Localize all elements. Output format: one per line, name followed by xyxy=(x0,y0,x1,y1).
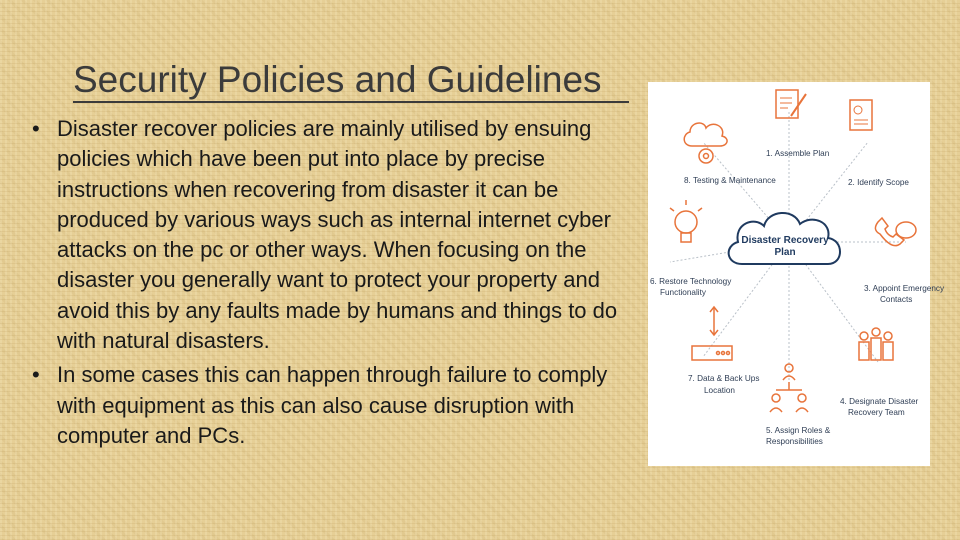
step-label-5a: 5. Assign Roles & xyxy=(766,426,831,435)
bullet-text: In some cases this can happen through failure to comply with equipment as this can also cause disruption with computer and PCs. xyxy=(57,362,608,448)
team-people-icon xyxy=(859,328,893,360)
step-label-7b: Location xyxy=(704,386,735,395)
step-label-4a: 4. Designate Disaster xyxy=(840,397,919,406)
bullet-marker: • xyxy=(32,362,40,388)
bullet-marker: • xyxy=(32,116,40,141)
bullet-item xyxy=(30,114,642,356)
step-label-6a: 6. Restore Technology xyxy=(650,277,732,286)
step-label-2: 2. Identify Scope xyxy=(848,178,909,187)
step-label-4b: Recovery Team xyxy=(848,408,905,417)
server-arrows-icon xyxy=(692,307,732,360)
bullet-text: Disaster recover policies are mainly utilised by ensuing policies which have been put into place by precise instructions when recovering from disaster it can be produced by various ways such as internal internet cyber attacks on the pc or other ways. When focusing on the disaster you generally want to protect your property and avoid this by any faults made by humans and things to do with natural disasters. xyxy=(57,116,618,354)
phone-chat-icon xyxy=(875,218,916,246)
step-label-5b: Responsibilities xyxy=(766,437,823,446)
step-label-3a: 3. Appoint Emergency xyxy=(864,284,945,293)
title-underline xyxy=(73,101,629,103)
disaster-recovery-plan-diagram xyxy=(648,82,945,466)
step-label-1: 1. Assemble Plan xyxy=(766,149,830,158)
pen-document-icon xyxy=(776,90,806,118)
step-label-8: 8. Testing & Maintenance xyxy=(684,176,776,185)
center-cloud-icon xyxy=(729,213,840,264)
cloud-gear-icon xyxy=(684,123,727,163)
bullet-list xyxy=(30,114,642,455)
step-label-7a: 7. Data & Back Ups xyxy=(688,374,760,383)
bullet-item xyxy=(30,360,642,451)
center-label-line1: Disaster Recovery xyxy=(741,235,829,246)
lightbulb-icon xyxy=(670,200,702,242)
slide-title: Security Policies and Guidelines xyxy=(73,59,602,100)
chart-document-icon xyxy=(850,100,872,130)
step-label-3b: Contacts xyxy=(880,295,913,304)
center-label-line2: Plan xyxy=(774,247,796,258)
step-label-6b: Functionality xyxy=(660,288,706,297)
